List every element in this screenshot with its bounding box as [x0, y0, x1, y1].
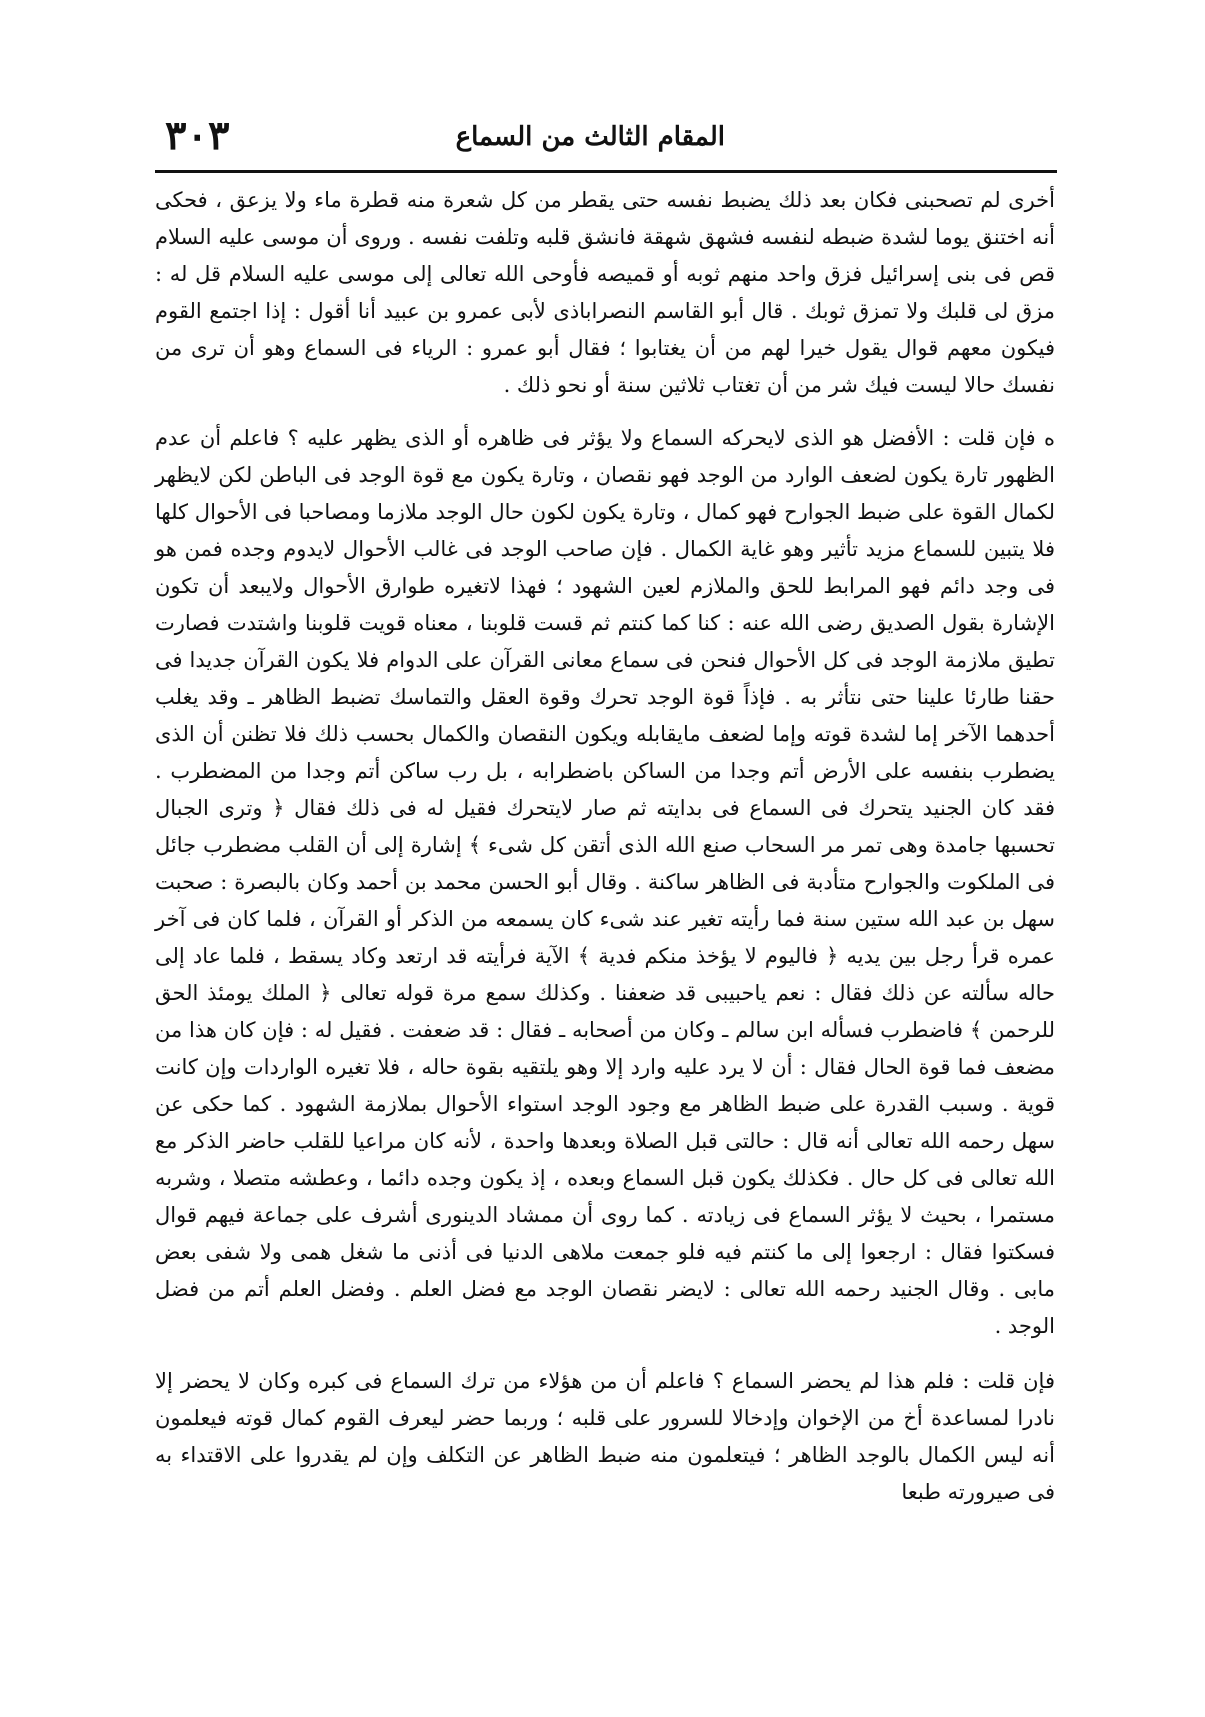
page-number: ٣٠٣	[165, 112, 230, 159]
body-text	[155, 182, 1055, 1511]
page-header	[155, 112, 1055, 172]
paragraph-3: فإن قلت : فلم هذا لم يحضر السماع ؟ فاعلم أن من هؤلاء من ترك السماع فى كبره وكان لا يحضر إلا نادرا لمساعدة أخ من الإخوان وإدخالا للسرور على قلبه ؛ وربما حضر ليعرف القوم كمال قوته فيعلمون أنه ليس الكمال بالوجد الظاهر ؛ فيتعلمون منه ضبط الظاهر عن التكلف وإن لم يقدروا على الاقتداء به فى صيرورته طبعا	[155, 1369, 1055, 1504]
header-rule	[155, 170, 1057, 173]
running-title: المقام الثالث من السماع	[455, 122, 725, 152]
paragraph-2: ه فإن قلت : الأفضل هو الذى لايحركه السماع ولا يؤثر فى ظاهره أو الذى يظهر عليه ؟ فاعلم أن عدم الظهور تارة يكون لضعف الوارد من الوجد فهو نقصان ، وتارة يكون مع قوة الوجد فى الباطن لكن لايظهر لكمال القوة على ضبط الجوارح فهو كمال ، وتارة يكون لكون حال الوجد ملازما ومصاحبا فى الأحوال كلها فلا يتبين للسماع مزيد تأثير وهو غاية الكمال . فإن صاحب الوجد فى غالب الأحوال لايدوم وجده فمن هو فى وجد دائم فهو المرابط للحق والملازم لعين الشهود ؛ فهذا لاتغيره طوارق الأحوال ولايبعد أن تكون الإشارة بقول الصديق رضى الله عنه : كنا كما كنتم ثم قست قلوبنا ، معناه قويت قلوبنا واشتدت فصارت تطيق ملازمة الوجد فى كل الأحوال فنحن فى سماع معانى القرآن على الدوام فلا يكون القرآن جديدا فى حقنا طارئا علينا حتى نتأثر به . فإذاً قوة الوجد تحرك وقوة العقل والتماسك تضبط الظاهر ـ وقد يغلب أحدهما الآخر إما لشدة قوته وإما لضعف مايقابله ويكون النقصان والكمال بحسب ذلك فلا تظنن أن الذى يضطرب بنفسه على الأرض أتم وجدا من الساكن باضطرابه ، بل رب ساكن أتم وجدا من المضطرب . فقد كان الجنيد يتحرك فى السماع فى بدايته ثم صار لايتحرك فقيل له فى ذلك فقال ﴿ وترى الجبال تحسبها جامدة وهى تمر مر السحاب صنع الله الذى أتقن كل شىء ﴾ إشارة إلى أن القلب مضطرب جائل فى الملكوت والجوارح متأدبة فى الظاهر ساكنة . وقال أبو الحسن محمد بن أحمد وكان بالبصرة : صحبت سهل بن عبد الله ستين سنة فما رأيته تغير عند شىء كان يسمعه من الذكر أو القرآن ، فلما كان فى آخر عمره قرأ رجل بين يديه ﴿ فاليوم لا يؤخذ منكم فدية ﴾ الآية فرأيته قد ارتعد وكاد يسقط ، فلما عاد إلى حاله سألته عن ذلك فقال : نعم ياحبيبى قد ضعفنا . وكذلك سمع مرة قوله تعالى ﴿ الملك يومئذ الحق للرحمن ﴾ فاضطرب فسأله ابن سالم ـ وكان من أصحابه ـ فقال : قد ضعفت . فقيل له : فإن كان هذا من مضعف فما قوة الحال فقال : أن لا يرد عليه وارد إلا وهو يلتقيه بقوة حاله ، فلا تغيره الواردات وإن كانت قوية . وسبب القدرة على ضبط الظاهر مع وجود الوجد استواء الأحوال بملازمة الشهود . كما حكى عن سهل رحمه الله تعالى أنه قال : حالتى قبل الصلاة وبعدها واحدة ، لأنه كان مراعيا للقلب حاضر الذكر مع الله تعالى فى كل حال . فكذلك يكون قبل السماع وبعده ، إذ يكون وجده دائما ، وعطشه متصلا ، وشربه مستمرا ، بحيث لا يؤثر السماع فى زيادته . كما روى أن ممشاد الدينورى أشرف على جماعة فيهم قوال فسكتوا فقال : ارجعوا إلى ما كنتم فيه فلو جمعت ملاهى الدنيا فى أذنى ما شغل همى ولا شفى بعض مابى . وقال الجنيد رحمه الله تعالى : لايضر نقصان الوجد مع فضل العلم . وفضل العلم أتم من فضل الوجد .	[155, 426, 1055, 1338]
paragraph-1: أخرى لم تصحبنى فكان بعد ذلك يضبط نفسه حتى يقطر من كل شعرة منه قطرة ماء ولا يزعق ، فحكى أنه اختنق يوما لشدة ضبطه لنفسه فشهق شهقة فانشق قلبه وتلفت نفسه . وروى أن موسى عليه السلام قص فى بنى إسرائيل فزق واحد منهم ثوبه أو قميصه فأوحى الله تعالى إلى موسى عليه السلام قل له : مزق لى قلبك ولا تمزق ثوبك . قال أبو القاسم النصراباذى لأبى عمرو بن عبيد أنا أقول : إذا اجتمع القوم فيكون معهم قوال يقول خيرا لهم من أن يغتابوا ؛ فقال أبو عمرو : الرياء فى السماع وهو أن ترى من نفسك حالا ليست فيك شر من أن تغتاب ثلاثين سنة أو نحو ذلك .	[155, 188, 1055, 397]
